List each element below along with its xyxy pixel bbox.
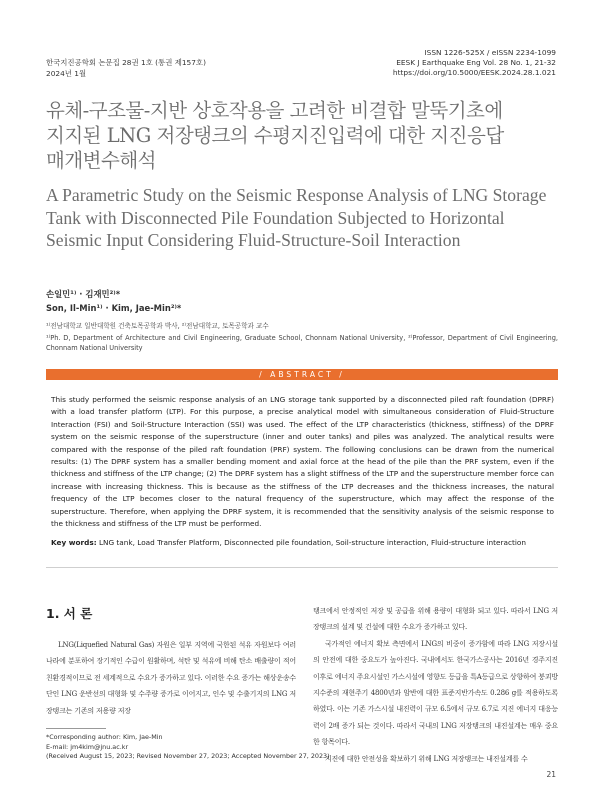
title-korean-line: 유체-구조물-지반 상호작용을 고려한 비결합 말뚝기초에: [46, 99, 503, 122]
body-paragraph: 지진에 대한 안전성을 확보하기 위해 LNG 저장탱크는 내진설계를 수: [325, 754, 528, 763]
affiliation-english: ¹⁾Ph. D, Department of Architecture and Civil Engineering, Graduate School, Chonnam National University, ²⁾Professor, Department of Civil Engineering, Chonnam National University: [46, 334, 558, 353]
body-paragraph: 국가적인 에너지 확보 측면에서 LNG의 비중이 증가함에 따라 LNG 저장시설의 안전에 대한 중요도가 높아진다. 국내에서도 한국가스공사는 2016년 경주지진 이후로 에너지 주요시설인 가스시설에 영향도 등급을 특A등급으로 상향하여 붕괴방지수준의 재현주기 4800년과 암반에 대한 표준지반가속도 0.286 g를 적용하도록 하였다. 이는 기존 가스시설 내진력이 규모 6.5에서 규모 6.7로 지진 에너지 대응능력이 2배 증가 되는 것이다. 따라서 국내의 LNG 저장탱크의 내진설계는 매우 중요한 항목이다.: [313, 639, 558, 747]
section-title: 1. 서 론: [46, 606, 93, 621]
title-english-line: A Parametric Study on the Seismic Response Analysis of LNG Storage: [46, 185, 547, 205]
title-korean: [46, 98, 561, 173]
page-number: 21: [546, 770, 556, 779]
abstract-text: This study performed the seismic response analysis of an LNG storage tank supported by a disconnected piled raft foundation (DPRF) with a load transfer platform (LTP). For this purpose, a precise analytical model with simultaneous consideration of Fluid-Structure Interaction (FSI) and Soil-Structure Interaction (SSI) was used. The effect of the LTP characteristics (thickness, stiffness) of the DPRF system on the seismic response of the superstructure (inner and outer tanks) and piles was analyzed. The analytical results were compared with the response of the piled raft foundation (PRF) system. The following conclusions can be drawn from the numerical results: (1) The DPRF system has a smaller bending moment and axial force at the head of the pile than the PRF system, even if the thickness and stiffness of the LTP change; (2) The DPRF system has a slight stiffness of the LTP and the superstructure member force can increase with increasing thickness. This is because as the stiffness of the LTP decreases and the thickness increases, the natural frequency of the LTP becomes closer to the natural frequency of the superstructure, which may affect the response of the superstructure. Therefore, when applying the DPRF system, it is recommended that the sensitivity analysis of the seismic response to the thickness and stiffness of the LTP must be performed.: [51, 395, 554, 529]
received-dates: (Received August 15, 2023; Revised November 27, 2023; Accepted November 27, 2023): [46, 752, 330, 761]
footnote: [46, 733, 330, 762]
keywords: [51, 538, 554, 547]
author-email[interactable]: E-mail: jm4kim@jnu.ac.kr: [46, 742, 129, 751]
issue-date: 2024년 1월: [46, 68, 87, 78]
authors-korean: 손일민¹⁾ · 김재민²⁾*: [46, 289, 121, 299]
keywords-text: LNG tank, Load Transfer Platform, Disconnected pile foundation, Soil-structure interaction, Fluid-structure interaction: [98, 538, 526, 547]
journal-header-left: [46, 58, 206, 79]
volume-info: EESK J Earthquake Eng Vol. 28 No. 1, 21-32: [396, 58, 556, 68]
authors-english: Son, Il-Min¹⁾ · Kim, Jae-Min²⁾*: [46, 303, 182, 313]
journal-name: 한국지진공학회 논문집 28권 1호 (통권 제157호): [46, 58, 206, 67]
doi-link[interactable]: https://doi.org/10.5000/EESK.2024.28.1.021: [392, 68, 556, 78]
title-english-line: Tank with Disconnected Pile Foundation Subjected to Horizontal: [46, 207, 505, 228]
body-column-left: [46, 637, 296, 719]
keywords-label: Key words:: [51, 538, 97, 547]
title-korean-line: 매개변수해석: [46, 149, 157, 172]
body-paragraph: LNG(Liquefied Natural Gas) 자원은 일부 지역에 국한된 석유 자원보다 여러 나라에 분포하여 장기적인 수급이 원활하며, 석탄 및 석유에 비해 탄소 배출량이 적어 친환경적이므로 전 세계적으로 수요가 증가하고 있다. 이러한 수요 증가는 해상운송수단인 LNG 운반선의 대형화 및 수주량 증가로 이어지고, 인수 및 수출기지의 LNG 저장탱크는 기존의 저용량 저장: [46, 641, 296, 715]
affiliation-korean: ¹⁾전남대학교 일반대학원 건축토목공학과 박사, ²⁾전남대학교, 토목공학과 교수: [46, 322, 269, 330]
issn: ISSN 1226-525X / eISSN 2234-1099: [424, 48, 556, 57]
title-korean-line: 지지된 LNG 저장탱크의 수평지진입력에 대한 지진응답: [46, 124, 504, 147]
abstract-header-bar: / ABSTRACT /: [46, 369, 558, 380]
title-english: [46, 184, 561, 252]
body-paragraph: 탱크에서 안정적인 저장 및 공급을 위해 용량이 대형화 되고 있다. 따라서 LNG 저장탱크의 설계 및 건설에 대한 수요가 증가하고 있다.: [313, 607, 558, 632]
title-english-line: Seismic Input Considering Fluid-Structure-Soil Interaction: [46, 230, 461, 250]
footnote-divider: [46, 728, 106, 729]
journal-header-right: [393, 48, 556, 79]
section-divider: [46, 567, 558, 568]
corresponding-author: *Corresponding author: Kim, Jae-Min: [46, 733, 163, 741]
body-column-right: [313, 603, 558, 767]
